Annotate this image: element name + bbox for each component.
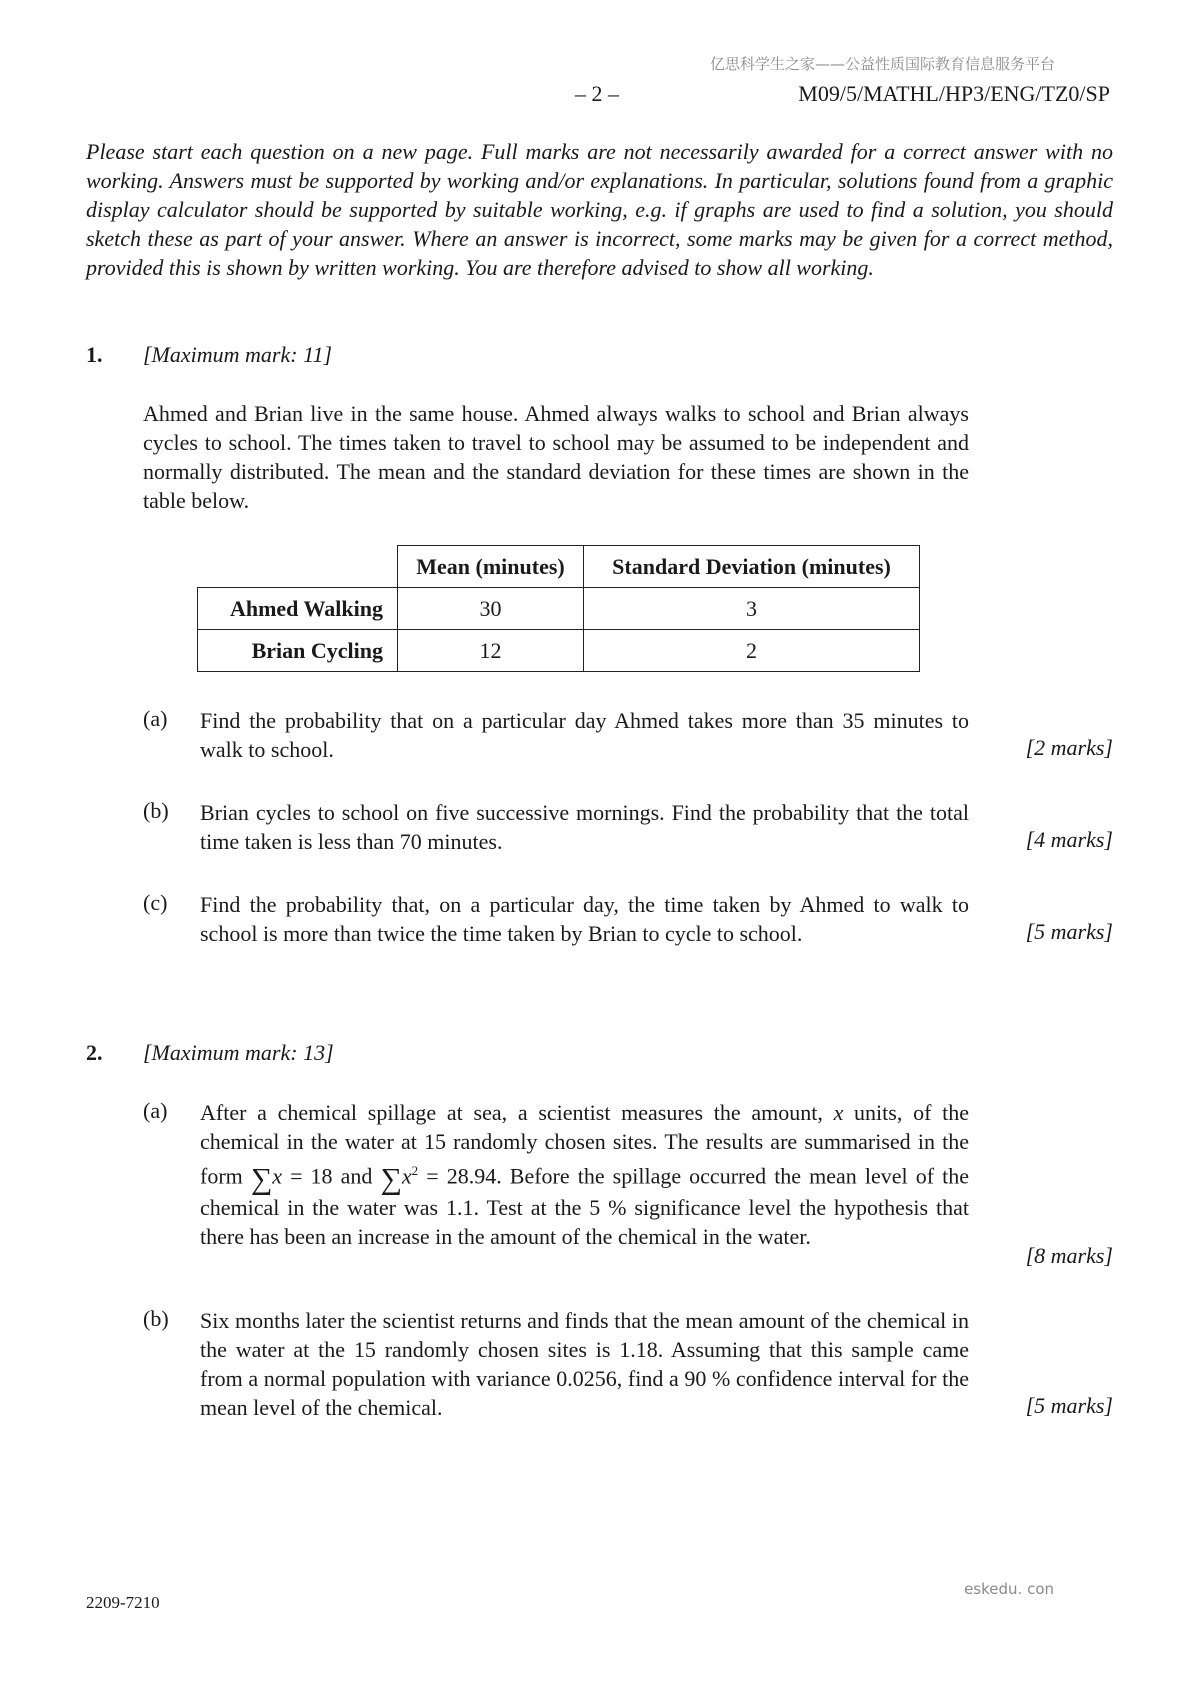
row-label: Brian Cycling bbox=[198, 630, 398, 672]
row-label: Ahmed Walking bbox=[198, 588, 398, 630]
cell-sd: 3 bbox=[584, 588, 920, 630]
question-1-max-mark: [Maximum mark: 11] bbox=[143, 342, 333, 367]
sum-symbol: ∑ bbox=[250, 1162, 273, 1196]
q1-part-a-text: Find the probability that on a particular day Ahmed takes more than 35 minutes to walk to school. bbox=[200, 708, 969, 762]
q1-part-b-label: (b) bbox=[143, 798, 169, 823]
q1-part-b-marks: [4 marks] bbox=[1025, 827, 1113, 852]
sum-symbol: ∑ bbox=[380, 1162, 402, 1196]
cell-mean: 30 bbox=[398, 588, 584, 630]
q2a-text-2: units, of the chemical in the water at 15 randomly chosen sites. The results are summarised in the form bbox=[200, 1100, 969, 1189]
q1-part-a-marks: [2 marks] bbox=[1025, 735, 1113, 760]
q2-part-b-text: Six months later the scientist returns and finds that the mean amount of the chemical in the water at the 15 randomly chosen sites is 1.18. Assuming that this sample came from a normal population with variance 0.0256, find a 90 % confidence interval for the mean level of the chemical. bbox=[200, 1308, 969, 1420]
question-2-number: 2. bbox=[86, 1040, 103, 1065]
table-row bbox=[198, 630, 920, 672]
sum1-var: x bbox=[272, 1163, 282, 1189]
question-2-max-mark: [Maximum mark: 13] bbox=[143, 1040, 334, 1065]
watermark-bottom: eskedu. con bbox=[964, 1580, 1054, 1598]
sum1-rhs: = 18 bbox=[282, 1163, 333, 1189]
sum2-exponent: 2 bbox=[411, 1163, 419, 1178]
question-1-intro: Ahmed and Brian live in the same house. Ahmed always walks to school and Brian always cycles to school. The times taken to travel to school may be assumed to be independent and normally distributed. The mean and the standard deviation for these times are shown in the table below. bbox=[143, 401, 969, 513]
q2-part-a-label: (a) bbox=[143, 1098, 168, 1123]
question-1-number: 1. bbox=[86, 342, 103, 367]
table-row bbox=[198, 588, 920, 630]
q2-part-b-marks: [5 marks] bbox=[1025, 1393, 1113, 1418]
q1-part-c-label: (c) bbox=[143, 890, 168, 915]
q1-part-c-text: Find the probability that, on a particular day, the time taken by Ahmed to walk to school is more than twice the time taken by Brian to cycle to school. bbox=[200, 892, 969, 946]
q1-part-b-text: Brian cycles to school on five successive mornings. Find the probability that the total time taken is less than 70 minutes. bbox=[200, 800, 969, 854]
page-number: – 2 – bbox=[575, 81, 619, 106]
table-corner bbox=[198, 546, 398, 588]
q1-part-a-label: (a) bbox=[143, 706, 168, 731]
instructions: Please start each question on a new page. Full marks are not necessarily awarded for a correct answer with no working. Answers must be supported by working and/or explanations. In particular, solutions found from a graphic display calculator should be supported by suitable working, e.g. if graphs are used to find a solution, you should sketch these as part of your answer. Where an answer is incorrect, some marks may be given for a correct method, provided this is shown by written working. You are therefore advised to show all working. bbox=[86, 139, 1113, 280]
q2a-text-4: . Before the spillage occurred the mean level of the chemical in the water was 1.1. Test at the 5 % significance level the hypothesis that there has been an increase in the amount of the chemical in the water. bbox=[200, 1163, 969, 1250]
q2a-text-1: After a chemical spillage at sea, a scientist measures the amount, bbox=[200, 1100, 834, 1125]
watermark-top: 亿思科学生之家——公益性质国际教育信息服务平台 bbox=[709, 55, 1055, 73]
table-header-sd: Standard Deviation (minutes) bbox=[584, 546, 920, 588]
q2a-text-3: and bbox=[332, 1163, 381, 1189]
paper-code: M09/5/MATHL/HP3/ENG/TZ0/SP bbox=[798, 81, 1110, 106]
table-header-mean: Mean (minutes) bbox=[398, 546, 584, 588]
q2-part-a-marks: [8 marks] bbox=[1025, 1243, 1113, 1268]
sum2-rhs: = 28.94 bbox=[418, 1163, 497, 1189]
q1-part-c-marks: [5 marks] bbox=[1025, 919, 1113, 944]
times-table bbox=[197, 545, 920, 672]
var-x: x bbox=[833, 1100, 844, 1125]
q2-part-a-text bbox=[200, 1098, 969, 1251]
sum2-var: x bbox=[401, 1163, 412, 1189]
table-header-row bbox=[198, 546, 920, 588]
cell-mean: 12 bbox=[398, 630, 584, 672]
cell-sd: 2 bbox=[584, 630, 920, 672]
q2-part-b-label: (b) bbox=[143, 1306, 169, 1331]
footer-code: 2209-7210 bbox=[86, 1593, 160, 1612]
